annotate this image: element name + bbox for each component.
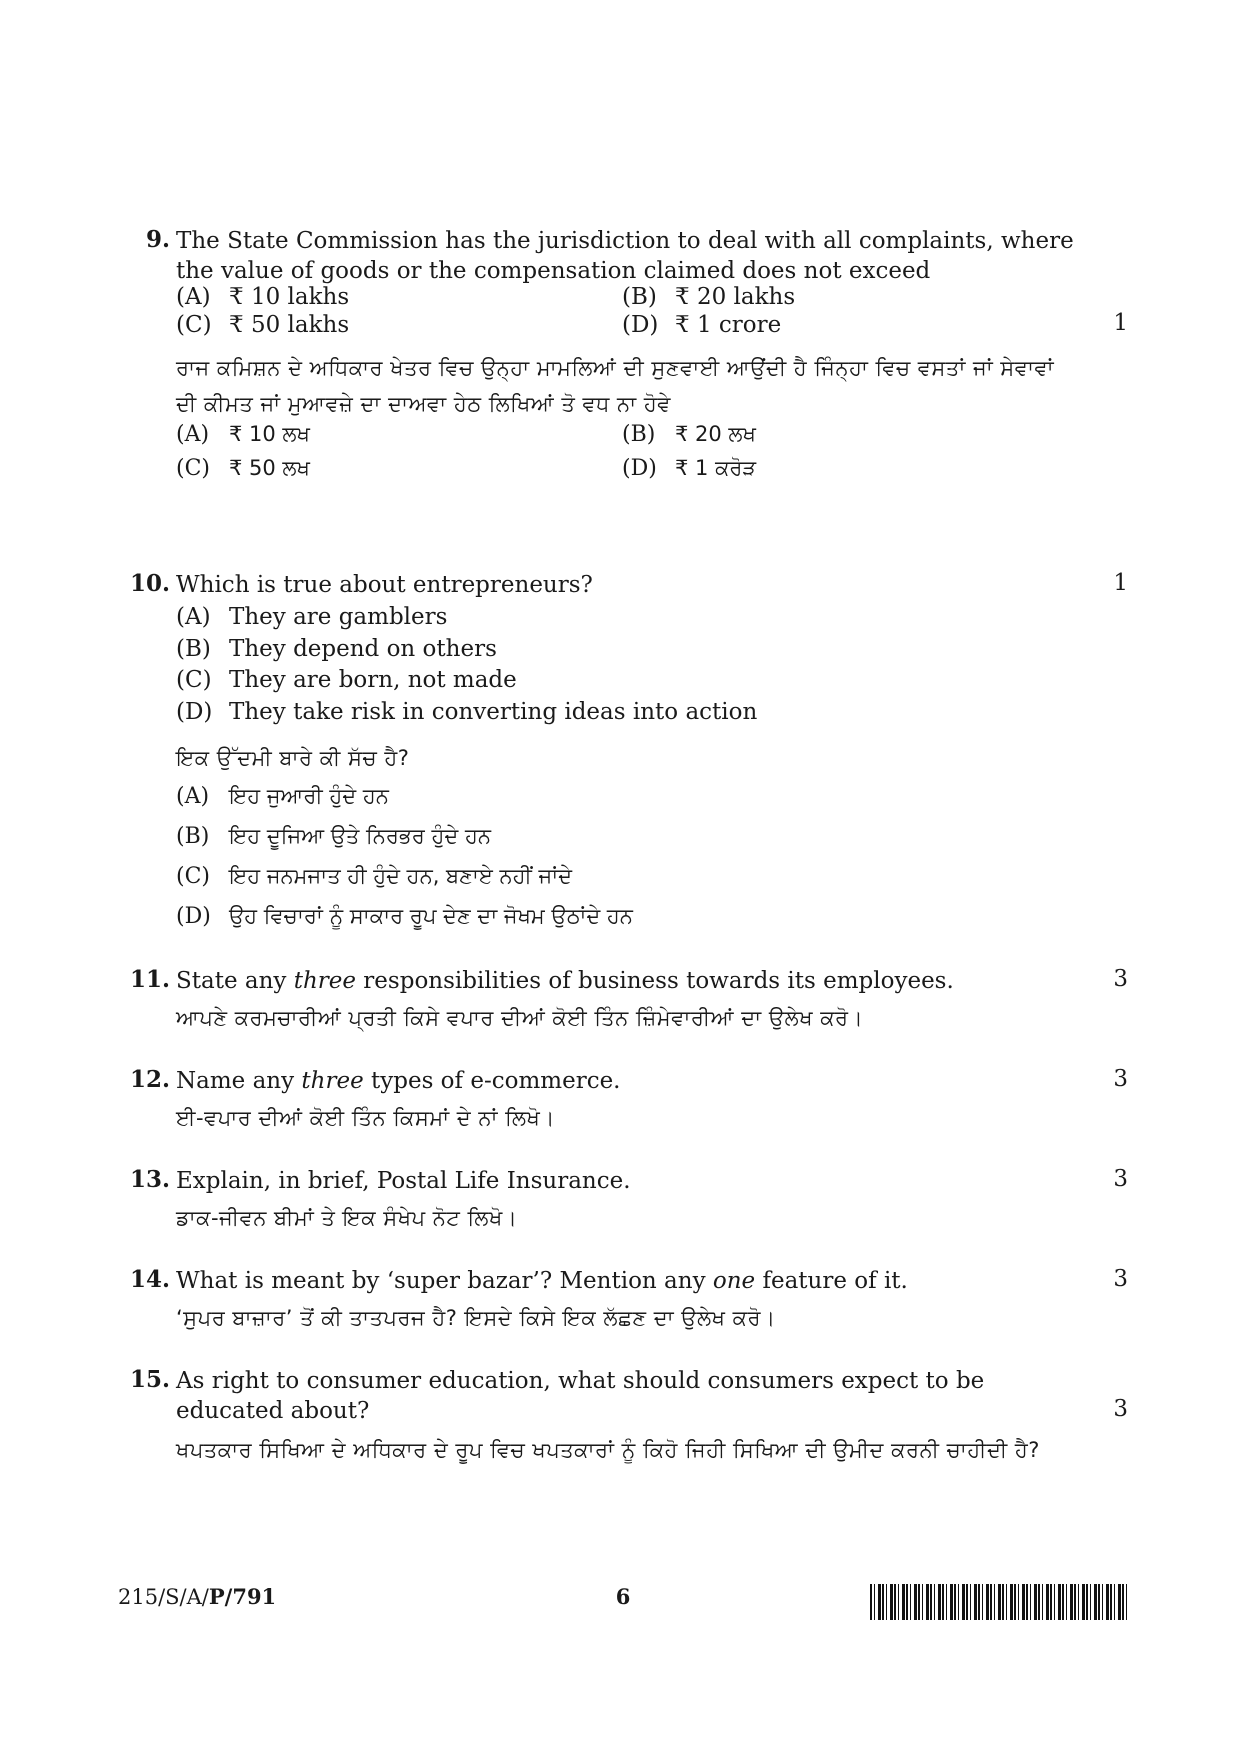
question-15 bbox=[118, 1366, 1128, 1506]
question-text-en: The State Commission has the jurisdiction to deal with all complaints, where the value of goods or the compensation claimed does not exceed bbox=[176, 228, 1074, 284]
option-en-b: (B) ₹ 20 lakhs bbox=[622, 284, 796, 310]
marks: 1 bbox=[1113, 570, 1128, 596]
question-number: 10. bbox=[129, 570, 170, 597]
option-en-b: (B) They depend on others bbox=[176, 636, 497, 662]
question-number: 12. bbox=[129, 1066, 170, 1093]
marks: 3 bbox=[1113, 1066, 1128, 1092]
paper-code: 215/S/A/P/791 bbox=[118, 1584, 277, 1609]
question-text-pa: ਈ-ਵਪਾਰ ਦੀਆਂ ਕੋਈ ਤਿੰਨ ਕਿਸਮਾਂ ਦੇ ਨਾਂ ਲਿਖੋ। bbox=[176, 1106, 556, 1130]
question-text-en: What is meant by ‘super bazar’? Mention any one feature of it. bbox=[176, 1268, 908, 1294]
question-number: 15. bbox=[129, 1366, 170, 1393]
question-text-pa: ਆਪਣੇ ਕਰਮਚਾਰੀਆਂ ਪ੍ਰਤੀ ਕਿਸੇ ਵਪਾਰ ਦੀਆਂ ਕੋਈ ਤਿੰਨ ਜ਼ਿੰਮੇਵਾਰੀਆਂ ਦਾ ਉਲੇਖ ਕਰੋ। bbox=[176, 1006, 864, 1030]
option-en-d: (D) They take risk in converting ideas into action bbox=[176, 699, 758, 725]
marks: 3 bbox=[1113, 966, 1128, 992]
option-en-a: (A) They are gamblers bbox=[176, 604, 448, 630]
question-number: 13. bbox=[129, 1166, 170, 1193]
option-pa-a: (A) ₹ 10 ਲਖ bbox=[176, 422, 310, 447]
marks: 3 bbox=[1113, 1396, 1128, 1422]
question-number: 9. bbox=[145, 226, 170, 253]
marks: 3 bbox=[1113, 1166, 1128, 1192]
question-number: 14. bbox=[129, 1266, 170, 1293]
question-text-pa: ਇਕ ਉੱਦਮੀ ਬਾਰੇ ਕੀ ਸੱਚ ਹੈ? bbox=[176, 746, 410, 770]
option-en-c: (C) They are born, not made bbox=[176, 667, 517, 693]
question-text-pa: ‘ਸੁਪਰ ਬਾਜ਼ਾਰ’ ਤੋਂ ਕੀ ਤਾਤਪਰਜ ਹੈ? ਇਸਦੇ ਕਿਸੇ ਇਕ ਲੱਛਣ ਦਾ ਉਲੇਖ ਕਰੋ। bbox=[176, 1306, 776, 1330]
option-pa-b: (B) ₹ 20 ਲਖ bbox=[622, 422, 756, 447]
marks: 1 bbox=[1113, 310, 1128, 336]
option-pa-a: (A) ਇਹ ਜੁਆਰੀ ਹੁੰਦੇ ਹਨ bbox=[176, 784, 389, 809]
question-text-en: Which is true about entrepreneurs? bbox=[176, 572, 593, 598]
question-13 bbox=[118, 1166, 1128, 1246]
option-pa-b: (B) ਇਹ ਦੂਜਿਆ ਉਤੇ ਨਿਰਭਰ ਹੁੰਦੇ ਹਨ bbox=[176, 824, 491, 849]
option-en-a: (A) ₹ 10 lakhs bbox=[176, 284, 350, 310]
question-text-en: Name any three types of e-commerce. bbox=[176, 1068, 621, 1094]
option-en-d: (D) ₹ 1 crore bbox=[622, 312, 782, 338]
question-text-pa: ਰਾਜ ਕਮਿਸ਼ਨ ਦੇ ਅਧਿਕਾਰ ਖੇਤਰ ਵਿਚ ਉਨ੍ਹਾ ਮਾਮਲਿਆਂ ਦੀ ਸੁਣਵਾਈ ਆਉਂਦੀ ਹੈ ਜਿੰਨ੍ਹਾ ਵਿਚ ਵਸਤਾਂ ਜਾਂ ਸੇਵਾਵਾਂ ਦੀ ਕੀਮਤ ਜਾਂ ਮੁਆਵਜ਼ੇ ਦਾ ਦਾਅਵਾ ਹੇਠ ਲਿਖਿਆਂ ਤੋ ਵਧ ਨਾ ਹੋਵੇ bbox=[176, 356, 1055, 416]
question-12 bbox=[118, 1066, 1128, 1146]
question-text-en: As right to consumer education, what should consumers expect to be educated about? bbox=[176, 1368, 985, 1424]
option-pa-c: (C) ₹ 50 ਲਖ bbox=[176, 456, 310, 481]
option-pa-d: (D) ₹ 1 ਕਰੋੜ bbox=[622, 456, 757, 481]
question-text-en: Explain, in brief, Postal Life Insurance. bbox=[176, 1168, 631, 1194]
question-text-pa: ਖਪਤਕਾਰ ਸਿਖਿਆ ਦੇ ਅਧਿਕਾਰ ਦੇ ਰੂਪ ਵਿਚ ਖਪਤਕਾਰਾਂ ਨੂੰ ਕਿਹੋ ਜਿਹੀ ਸਿਖਿਆ ਦੀ ਉਮੀਦ ਕਰਨੀ ਚਾਹੀਦੀ ਹੈ? bbox=[176, 1438, 1040, 1462]
question-text-pa: ਡਾਕ-ਜੀਵਨ ਬੀਮਾਂ ਤੇ ਇਕ ਸੰਖੇਪ ਨੋਟ ਲਿਖੋ। bbox=[176, 1206, 518, 1230]
page-number: 6 bbox=[615, 1584, 631, 1609]
question-11 bbox=[118, 966, 1128, 1046]
marks: 3 bbox=[1113, 1266, 1128, 1292]
option-pa-d: (D) ਉਹ ਵਿਚਾਰਾਂ ਨੂੰ ਸਾਕਾਰ ਰੂਪ ਦੇਣ ਦਾ ਜੋਖਮ ਉਠਾਂਦੇ ਹਨ bbox=[176, 904, 633, 929]
option-en-c: (C) ₹ 50 lakhs bbox=[176, 312, 350, 338]
option-pa-c: (C) ਇਹ ਜਨਮਜਾਤ ਹੀ ਹੁੰਦੇ ਹਨ, ਬਣਾਏ ਨਹੀਂ ਜਾਂਦੇ bbox=[176, 864, 573, 889]
page-footer bbox=[118, 1584, 1128, 1624]
question-14 bbox=[118, 1266, 1128, 1346]
question-number: 11. bbox=[129, 966, 170, 993]
question-9 bbox=[118, 226, 1128, 486]
question-text-en: State any three responsibilities of business towards its employees. bbox=[176, 968, 954, 994]
barcode bbox=[870, 1584, 1128, 1620]
question-10 bbox=[118, 570, 1128, 940]
